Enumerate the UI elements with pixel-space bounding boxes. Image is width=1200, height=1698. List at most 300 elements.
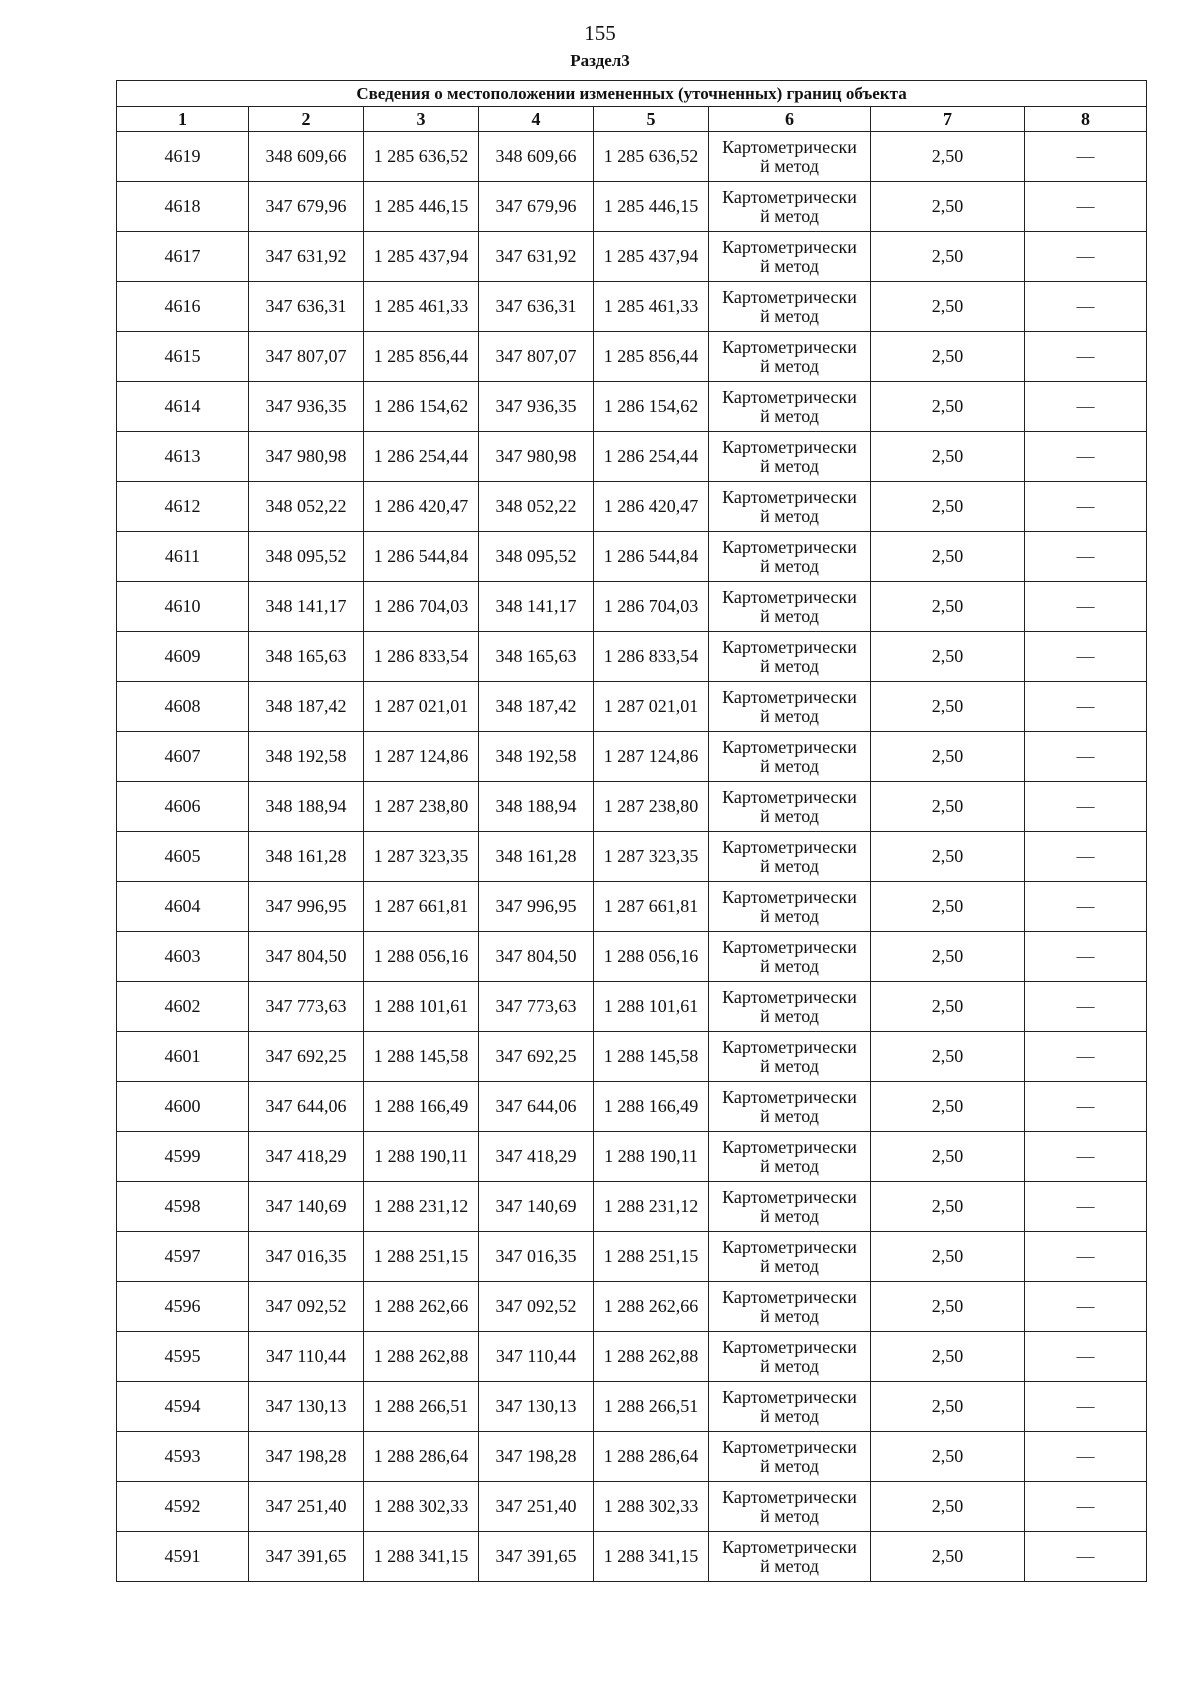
description-cell: — [1025, 1282, 1147, 1332]
method-cell [709, 1482, 871, 1532]
y-coordinate-cell: 1 285 636,52 [364, 132, 479, 182]
y-coordinate-cell: 1 287 323,35 [364, 832, 479, 882]
y-coordinate-cell: 1 286 833,54 [364, 632, 479, 682]
y-coordinate-cell: 1 288 286,64 [364, 1432, 479, 1482]
description-cell: — [1025, 1232, 1147, 1282]
x-coordinate-cell: 347 996,95 [479, 882, 594, 932]
x-coordinate-cell: 348 141,17 [249, 582, 364, 632]
method-text: Картометрически [722, 336, 857, 357]
x-coordinate-cell: 347 936,35 [479, 382, 594, 432]
description-cell: — [1025, 282, 1147, 332]
accuracy-cell: 2,50 [871, 1282, 1025, 1332]
y-coordinate-cell: 1 288 251,15 [364, 1232, 479, 1282]
point-number-cell: 4609 [117, 632, 249, 682]
table-title: Сведения о местоположении измененных (уточненных) границ объекта [117, 81, 1147, 107]
y-coordinate-cell: 1 287 661,81 [364, 882, 479, 932]
method-text: й метод [760, 555, 819, 576]
x-coordinate-cell: 348 141,17 [479, 582, 594, 632]
y-coordinate-cell: 1 287 124,86 [594, 732, 709, 782]
x-coordinate-cell: 347 130,13 [249, 1382, 364, 1432]
point-number-cell: 4607 [117, 732, 249, 782]
y-coordinate-cell: 1 288 251,15 [594, 1232, 709, 1282]
description-cell: — [1025, 1082, 1147, 1132]
table-row [117, 932, 1147, 982]
y-coordinate-cell: 1 288 145,58 [594, 1032, 709, 1082]
y-coordinate-cell: 1 288 056,16 [364, 932, 479, 982]
method-cell [709, 1032, 871, 1082]
x-coordinate-cell: 347 631,92 [249, 232, 364, 282]
point-number-cell: 4611 [117, 532, 249, 582]
y-coordinate-cell: 1 286 420,47 [364, 482, 479, 532]
x-coordinate-cell: 348 161,28 [479, 832, 594, 882]
x-coordinate-cell: 348 192,58 [479, 732, 594, 782]
column-header: 6 [709, 107, 871, 132]
table-row [117, 1332, 1147, 1382]
x-coordinate-cell: 347 140,69 [249, 1182, 364, 1232]
method-cell [709, 1132, 871, 1182]
table-row [117, 1232, 1147, 1282]
x-coordinate-cell: 347 773,63 [249, 982, 364, 1032]
x-coordinate-cell: 347 679,96 [479, 182, 594, 232]
method-cell [709, 132, 871, 182]
x-coordinate-cell: 347 391,65 [479, 1532, 594, 1582]
method-cell [709, 332, 871, 382]
y-coordinate-cell: 1 288 341,15 [364, 1532, 479, 1582]
method-text: Картометрически [722, 886, 857, 907]
point-number-cell: 4613 [117, 432, 249, 482]
accuracy-cell: 2,50 [871, 432, 1025, 482]
x-coordinate-cell: 347 996,95 [249, 882, 364, 932]
column-header: 3 [364, 107, 479, 132]
point-number-cell: 4596 [117, 1282, 249, 1332]
method-text: Картометрически [722, 1186, 857, 1207]
point-number-cell: 4594 [117, 1382, 249, 1432]
x-coordinate-cell: 347 418,29 [249, 1132, 364, 1182]
y-coordinate-cell: 1 285 446,15 [594, 182, 709, 232]
y-coordinate-cell: 1 285 636,52 [594, 132, 709, 182]
y-coordinate-cell: 1 285 856,44 [364, 332, 479, 382]
method-cell [709, 882, 871, 932]
accuracy-cell: 2,50 [871, 1332, 1025, 1382]
method-text: Картометрически [722, 786, 857, 807]
x-coordinate-cell: 347 807,07 [249, 332, 364, 382]
description-cell: — [1025, 832, 1147, 882]
method-text: й метод [760, 1205, 819, 1226]
x-coordinate-cell: 347 016,35 [249, 1232, 364, 1282]
method-text: Картометрически [722, 486, 857, 507]
method-text: Картометрически [722, 236, 857, 257]
y-coordinate-cell: 1 287 238,80 [594, 782, 709, 832]
y-coordinate-cell: 1 287 124,86 [364, 732, 479, 782]
x-coordinate-cell: 348 187,42 [249, 682, 364, 732]
method-text: Картометрически [722, 1086, 857, 1107]
table-row [117, 1032, 1147, 1082]
x-coordinate-cell: 347 418,29 [479, 1132, 594, 1182]
accuracy-cell: 2,50 [871, 482, 1025, 532]
point-number-cell: 4605 [117, 832, 249, 882]
table-row [117, 1082, 1147, 1132]
y-coordinate-cell: 1 288 101,61 [594, 982, 709, 1032]
column-header: 5 [594, 107, 709, 132]
x-coordinate-cell: 347 644,06 [249, 1082, 364, 1132]
point-number-cell: 4618 [117, 182, 249, 232]
y-coordinate-cell: 1 288 166,49 [364, 1082, 479, 1132]
table-row [117, 782, 1147, 832]
x-coordinate-cell: 347 936,35 [249, 382, 364, 432]
method-text: й метод [760, 805, 819, 826]
table-row [117, 1182, 1147, 1232]
y-coordinate-cell: 1 288 101,61 [364, 982, 479, 1032]
method-text: й метод [760, 205, 819, 226]
accuracy-cell: 2,50 [871, 682, 1025, 732]
accuracy-cell: 2,50 [871, 832, 1025, 882]
table-row [117, 532, 1147, 582]
method-cell [709, 1432, 871, 1482]
method-cell [709, 382, 871, 432]
method-cell [709, 732, 871, 782]
y-coordinate-cell: 1 287 661,81 [594, 882, 709, 932]
method-cell [709, 682, 871, 732]
accuracy-cell: 2,50 [871, 1032, 1025, 1082]
method-cell [709, 282, 871, 332]
y-coordinate-cell: 1 286 254,44 [364, 432, 479, 482]
method-text: Картометрически [722, 1236, 857, 1257]
description-cell: — [1025, 1532, 1147, 1582]
method-text: Картометрически [722, 1136, 857, 1157]
method-text: й метод [760, 1355, 819, 1376]
table-row [117, 332, 1147, 382]
method-text: й метод [760, 1455, 819, 1476]
x-coordinate-cell: 348 095,52 [249, 532, 364, 582]
table-row [117, 432, 1147, 482]
method-text: Картометрически [722, 1286, 857, 1307]
x-coordinate-cell: 347 679,96 [249, 182, 364, 232]
x-coordinate-cell: 347 110,44 [249, 1332, 364, 1382]
x-coordinate-cell: 347 631,92 [479, 232, 594, 282]
point-number-cell: 4602 [117, 982, 249, 1032]
method-text: Картометрически [722, 1386, 857, 1407]
method-text: й метод [760, 455, 819, 476]
method-text: Картометрически [722, 1436, 857, 1457]
y-coordinate-cell: 1 287 238,80 [364, 782, 479, 832]
y-coordinate-cell: 1 286 154,62 [594, 382, 709, 432]
method-cell [709, 432, 871, 482]
x-coordinate-cell: 348 192,58 [249, 732, 364, 782]
method-cell [709, 182, 871, 232]
description-cell: — [1025, 182, 1147, 232]
method-text: Картометрически [722, 636, 857, 657]
method-text: й метод [760, 1305, 819, 1326]
method-text: Картометрически [722, 1536, 857, 1557]
accuracy-cell: 2,50 [871, 732, 1025, 782]
point-number-cell: 4595 [117, 1332, 249, 1382]
method-text: Картометрически [722, 1036, 857, 1057]
x-coordinate-cell: 348 052,22 [249, 482, 364, 532]
method-text: Картометрически [722, 436, 857, 457]
method-text: й метод [760, 1405, 819, 1426]
method-cell [709, 582, 871, 632]
x-coordinate-cell: 347 092,52 [479, 1282, 594, 1332]
method-text: й метод [760, 955, 819, 976]
y-coordinate-cell: 1 286 544,84 [364, 532, 479, 582]
table-row [117, 382, 1147, 432]
y-coordinate-cell: 1 288 262,66 [364, 1282, 479, 1332]
y-coordinate-cell: 1 285 446,15 [364, 182, 479, 232]
point-number-cell: 4600 [117, 1082, 249, 1132]
method-text: й метод [760, 1055, 819, 1076]
y-coordinate-cell: 1 288 166,49 [594, 1082, 709, 1132]
description-cell: — [1025, 482, 1147, 532]
method-text: й метод [760, 855, 819, 876]
accuracy-cell: 2,50 [871, 782, 1025, 832]
accuracy-cell: 2,50 [871, 1532, 1025, 1582]
accuracy-cell: 2,50 [871, 1432, 1025, 1482]
x-coordinate-cell: 347 644,06 [479, 1082, 594, 1132]
column-header: 1 [117, 107, 249, 132]
table-row [117, 582, 1147, 632]
page-number: 155 [584, 21, 616, 45]
y-coordinate-cell: 1 288 231,12 [594, 1182, 709, 1232]
table-row [117, 632, 1147, 682]
section-title: Раздел3 [570, 51, 630, 70]
table-row [117, 232, 1147, 282]
y-coordinate-cell: 1 288 262,66 [594, 1282, 709, 1332]
coordinates-table [116, 80, 1147, 1582]
table-row [117, 882, 1147, 932]
accuracy-cell: 2,50 [871, 132, 1025, 182]
y-coordinate-cell: 1 287 021,01 [364, 682, 479, 732]
description-cell: — [1025, 1432, 1147, 1482]
x-coordinate-cell: 347 692,25 [479, 1032, 594, 1082]
x-coordinate-cell: 347 391,65 [249, 1532, 364, 1582]
accuracy-cell: 2,50 [871, 882, 1025, 932]
description-cell: — [1025, 932, 1147, 982]
y-coordinate-cell: 1 285 461,33 [594, 282, 709, 332]
y-coordinate-cell: 1 288 190,11 [594, 1132, 709, 1182]
y-coordinate-cell: 1 286 544,84 [594, 532, 709, 582]
method-text: й метод [760, 255, 819, 276]
description-cell: — [1025, 682, 1147, 732]
description-cell: — [1025, 532, 1147, 582]
x-coordinate-cell: 347 251,40 [249, 1482, 364, 1532]
method-cell [709, 532, 871, 582]
accuracy-cell: 2,50 [871, 932, 1025, 982]
description-cell: — [1025, 1132, 1147, 1182]
description-cell: — [1025, 732, 1147, 782]
point-number-cell: 4604 [117, 882, 249, 932]
method-cell [709, 1282, 871, 1332]
description-cell: — [1025, 632, 1147, 682]
y-coordinate-cell: 1 285 461,33 [364, 282, 479, 332]
accuracy-cell: 2,50 [871, 332, 1025, 382]
accuracy-cell: 2,50 [871, 532, 1025, 582]
y-coordinate-cell: 1 286 154,62 [364, 382, 479, 432]
y-coordinate-cell: 1 287 021,01 [594, 682, 709, 732]
description-cell: — [1025, 132, 1147, 182]
y-coordinate-cell: 1 288 266,51 [594, 1382, 709, 1432]
table-row [117, 1432, 1147, 1482]
method-text: Картометрически [722, 586, 857, 607]
x-coordinate-cell: 347 016,35 [479, 1232, 594, 1282]
method-text: Картометрически [722, 686, 857, 707]
accuracy-cell: 2,50 [871, 1382, 1025, 1432]
method-text: й метод [760, 355, 819, 376]
table-row [117, 832, 1147, 882]
method-cell [709, 1532, 871, 1582]
method-text: й метод [760, 705, 819, 726]
y-coordinate-cell: 1 285 856,44 [594, 332, 709, 382]
y-coordinate-cell: 1 288 056,16 [594, 932, 709, 982]
y-coordinate-cell: 1 287 323,35 [594, 832, 709, 882]
point-number-cell: 4592 [117, 1482, 249, 1532]
point-number-cell: 4614 [117, 382, 249, 432]
table-row [117, 1132, 1147, 1182]
column-header: 4 [479, 107, 594, 132]
point-number-cell: 4601 [117, 1032, 249, 1082]
description-cell: — [1025, 1382, 1147, 1432]
accuracy-cell: 2,50 [871, 982, 1025, 1032]
description-cell: — [1025, 582, 1147, 632]
x-coordinate-cell: 347 804,50 [249, 932, 364, 982]
accuracy-cell: 2,50 [871, 1132, 1025, 1182]
method-text: й метод [760, 155, 819, 176]
x-coordinate-cell: 348 188,94 [479, 782, 594, 832]
table-title-row [117, 81, 1147, 107]
accuracy-cell: 2,50 [871, 232, 1025, 282]
column-header: 7 [871, 107, 1025, 132]
accuracy-cell: 2,50 [871, 582, 1025, 632]
x-coordinate-cell: 348 165,63 [479, 632, 594, 682]
x-coordinate-cell: 347 198,28 [479, 1432, 594, 1482]
method-text: Картометрически [722, 936, 857, 957]
y-coordinate-cell: 1 288 266,51 [364, 1382, 479, 1432]
point-number-cell: 4617 [117, 232, 249, 282]
description-cell: — [1025, 1032, 1147, 1082]
y-coordinate-cell: 1 286 833,54 [594, 632, 709, 682]
point-number-cell: 4591 [117, 1532, 249, 1582]
x-coordinate-cell: 348 609,66 [479, 132, 594, 182]
method-text: Картометрически [722, 1336, 857, 1357]
table-row [117, 1382, 1147, 1432]
x-coordinate-cell: 347 980,98 [479, 432, 594, 482]
y-coordinate-cell: 1 288 262,88 [594, 1332, 709, 1382]
x-coordinate-cell: 347 807,07 [479, 332, 594, 382]
y-coordinate-cell: 1 285 437,94 [594, 232, 709, 282]
x-coordinate-cell: 347 198,28 [249, 1432, 364, 1482]
accuracy-cell: 2,50 [871, 282, 1025, 332]
accuracy-cell: 2,50 [871, 1482, 1025, 1532]
accuracy-cell: 2,50 [871, 182, 1025, 232]
description-cell: — [1025, 382, 1147, 432]
point-number-cell: 4593 [117, 1432, 249, 1482]
method-text: й метод [760, 755, 819, 776]
method-text: й метод [760, 1105, 819, 1126]
table-row [117, 1532, 1147, 1582]
x-coordinate-cell: 348 609,66 [249, 132, 364, 182]
y-coordinate-cell: 1 288 286,64 [594, 1432, 709, 1482]
x-coordinate-cell: 347 636,31 [249, 282, 364, 332]
y-coordinate-cell: 1 288 262,88 [364, 1332, 479, 1382]
x-coordinate-cell: 347 092,52 [249, 1282, 364, 1332]
x-coordinate-cell: 347 251,40 [479, 1482, 594, 1532]
y-coordinate-cell: 1 288 302,33 [594, 1482, 709, 1532]
y-coordinate-cell: 1 288 302,33 [364, 1482, 479, 1532]
table-row [117, 182, 1147, 232]
method-text: Картометрически [722, 386, 857, 407]
method-text: й метод [760, 1005, 819, 1026]
description-cell: — [1025, 232, 1147, 282]
table-row [117, 982, 1147, 1032]
description-cell: — [1025, 882, 1147, 932]
x-coordinate-cell: 348 161,28 [249, 832, 364, 882]
point-number-cell: 4598 [117, 1182, 249, 1232]
method-cell [709, 1332, 871, 1382]
x-coordinate-cell: 347 130,13 [479, 1382, 594, 1432]
description-cell: — [1025, 332, 1147, 382]
x-coordinate-cell: 347 636,31 [479, 282, 594, 332]
method-text: Картометрически [722, 186, 857, 207]
x-coordinate-cell: 348 188,94 [249, 782, 364, 832]
column-number-row [117, 107, 1147, 132]
y-coordinate-cell: 1 288 341,15 [594, 1532, 709, 1582]
point-number-cell: 4606 [117, 782, 249, 832]
accuracy-cell: 2,50 [871, 1082, 1025, 1132]
x-coordinate-cell: 347 110,44 [479, 1332, 594, 1382]
x-coordinate-cell: 347 980,98 [249, 432, 364, 482]
method-text: Картометрически [722, 1486, 857, 1507]
table-body [117, 132, 1147, 1582]
method-cell [709, 1082, 871, 1132]
y-coordinate-cell: 1 288 145,58 [364, 1032, 479, 1082]
x-coordinate-cell: 347 773,63 [479, 982, 594, 1032]
method-cell [709, 1382, 871, 1432]
method-cell [709, 932, 871, 982]
accuracy-cell: 2,50 [871, 1182, 1025, 1232]
x-coordinate-cell: 348 187,42 [479, 682, 594, 732]
y-coordinate-cell: 1 286 420,47 [594, 482, 709, 532]
y-coordinate-cell: 1 286 254,44 [594, 432, 709, 482]
method-cell [709, 1232, 871, 1282]
x-coordinate-cell: 347 692,25 [249, 1032, 364, 1082]
method-cell [709, 482, 871, 532]
point-number-cell: 4616 [117, 282, 249, 332]
x-coordinate-cell: 348 095,52 [479, 532, 594, 582]
method-text: й метод [760, 1555, 819, 1576]
table-row [117, 132, 1147, 182]
column-header: 8 [1025, 107, 1147, 132]
method-text: й метод [760, 1255, 819, 1276]
accuracy-cell: 2,50 [871, 632, 1025, 682]
method-cell [709, 782, 871, 832]
y-coordinate-cell: 1 288 231,12 [364, 1182, 479, 1232]
y-coordinate-cell: 1 286 704,03 [594, 582, 709, 632]
x-coordinate-cell: 347 140,69 [479, 1182, 594, 1232]
method-text: Картометрически [722, 286, 857, 307]
method-text: Картометрически [722, 986, 857, 1007]
description-cell: — [1025, 982, 1147, 1032]
point-number-cell: 4610 [117, 582, 249, 632]
point-number-cell: 4608 [117, 682, 249, 732]
method-text: Картометрически [722, 836, 857, 857]
point-number-cell: 4619 [117, 132, 249, 182]
accuracy-cell: 2,50 [871, 382, 1025, 432]
description-cell: — [1025, 782, 1147, 832]
x-coordinate-cell: 348 165,63 [249, 632, 364, 682]
method-text: й метод [760, 305, 819, 326]
description-cell: — [1025, 1182, 1147, 1232]
method-cell [709, 832, 871, 882]
point-number-cell: 4603 [117, 932, 249, 982]
